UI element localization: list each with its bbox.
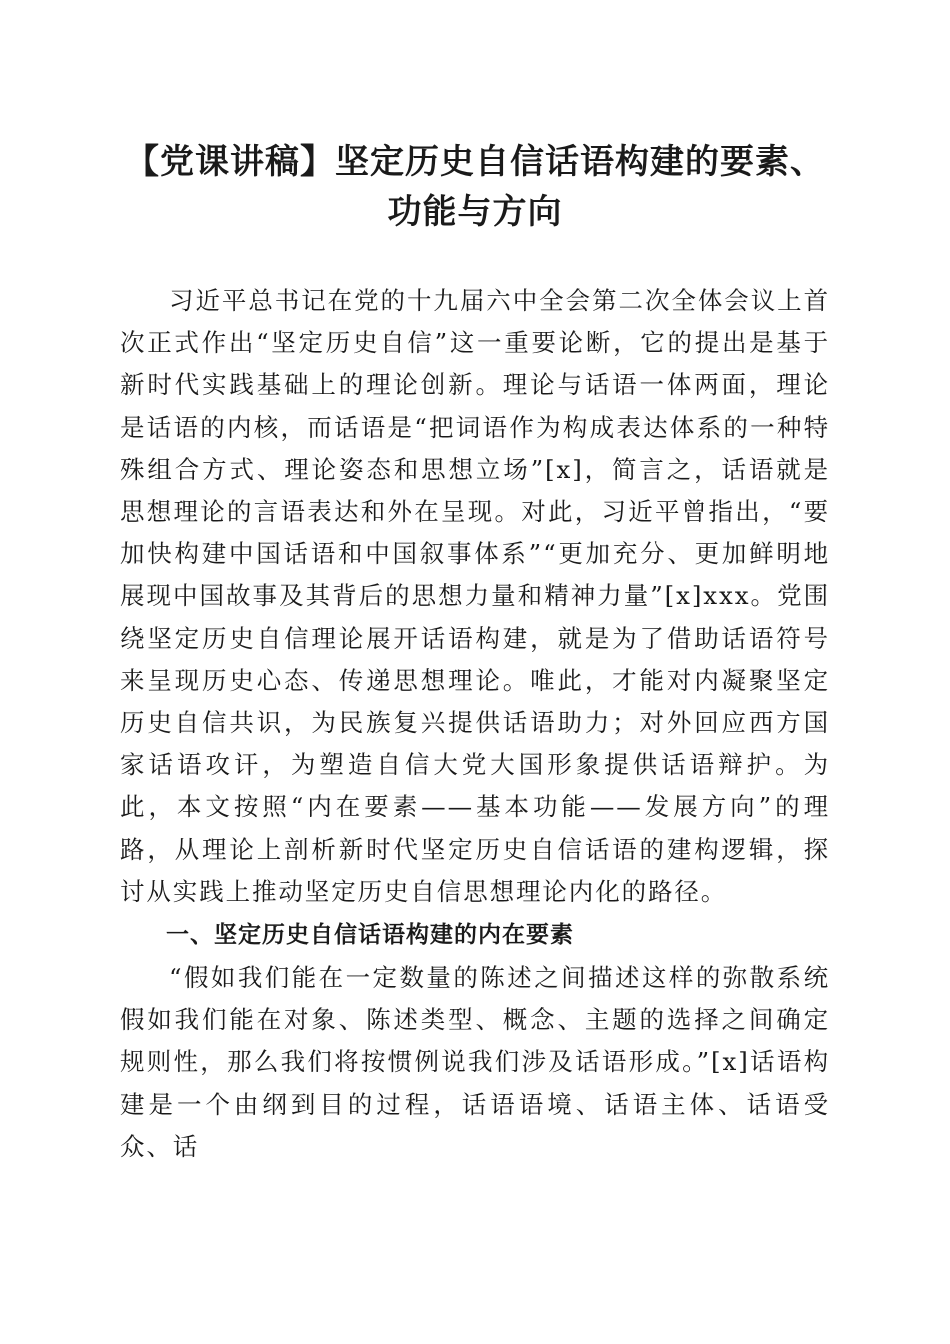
section-1-paragraph: “假如我们能在一定数量的陈述之间描述这样的弥散系统假如我们能在对象、陈述类型、概念、主题的选择之间确定规则性，那么我们将按惯例说我们涉及话语形成。”[x]话语构建是一个由纲到目的过程，话语语境、话语主体、话语受众、话 bbox=[120, 963, 830, 1161]
intro-paragraph: 习近平总书记在党的十九届六中全会第二次全体会议上首次正式作出“坚定历史自信”这一重要论断，它的提出是基于新时代实践基础上的理论创新。理论与话语一体两面，理论是话语的内核，而话语是“把词语作为构成表达体系的一种特殊组合方式、理论姿态和思想立场”[x]，简言之，话语就是思想理论的言语表达和外在呈现。对此，习近平曾指出，“要加快构建中国话语和中国叙事体系”“更加充分、更加鲜明地展现中国故事及其背后的思想力量和精神力量”[x]xxx。党围绕坚定历史自信理论展开话语构建，就是为了借助话语符号来呈现历史心态、传递思想理论。唯此，才能对内凝聚坚定历史自信共识，为民族复兴提供话语助力；对外回应西方国家话语攻讦，为塑造自信大党大国形象提供话语辩护。为此，本文按照“内在要素——基本功能——发展方向”的理路，从理论上剖析新时代坚定历史自信话语的建构逻辑，探讨从实践上推动坚定历史自信思想理论内化的路径。 bbox=[120, 286, 830, 906]
document-body bbox=[120, 280, 830, 1168]
section-heading-1: 一、坚定历史自信话语构建的内在要素 bbox=[166, 922, 574, 949]
title-line-1: 【党课讲稿】坚定历史自信话语构建的要素、 bbox=[125, 142, 825, 182]
document-title bbox=[100, 137, 850, 237]
title-line-2: 功能与方向 bbox=[387, 192, 563, 232]
